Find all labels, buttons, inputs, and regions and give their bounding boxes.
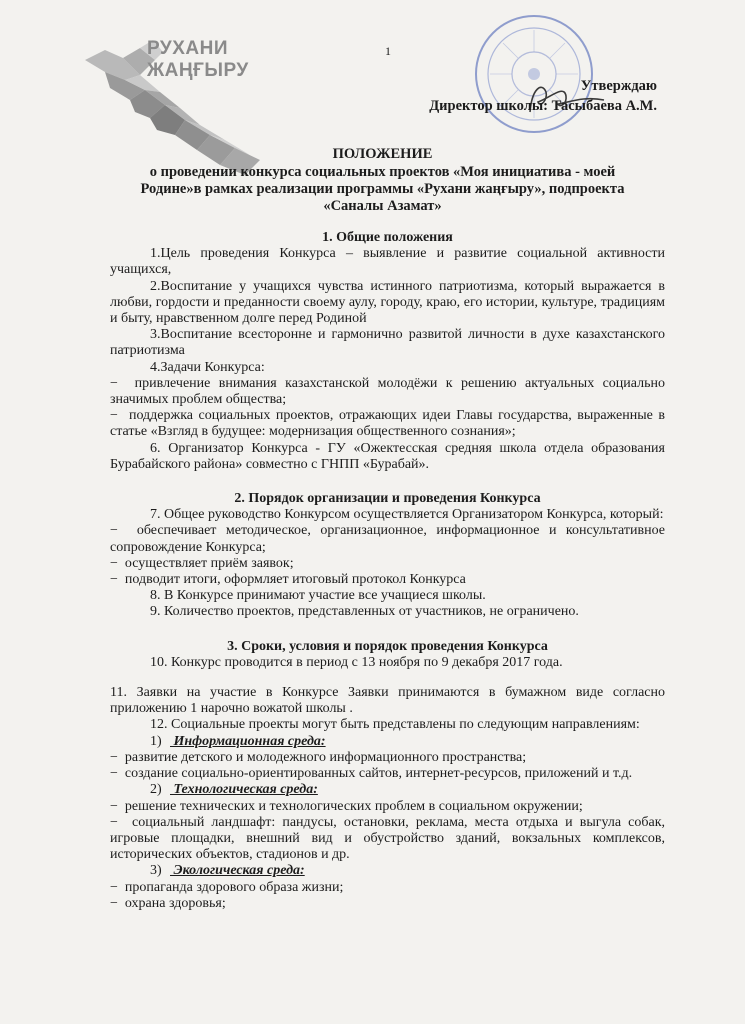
paragraph: 6. Организатор Конкурса - ГУ «Ожектесская средняя школа отдела образования Бурабайского района» совместно с ГНПП «Бурабай». [110,440,665,472]
logo-line-2: ЖАҢҒЫРУ [147,60,249,81]
section-3-heading: 3. Сроки, условия и порядок проведения Конкурса [227,638,548,654]
section-1-heading: 1. Общие положения [322,230,453,245]
logo-line-1: РУХАНИ [147,38,229,59]
title-line-2: Родине»в рамках реализации программы «Рухани жаңғыру», подпроекта [140,181,625,197]
direction-label: Технологическая среда: [173,782,318,798]
list-item: − пропаганда здорового образа жизни; [110,880,665,896]
approval-director: Директор школы: Тасыбаева А.М. [429,98,657,114]
title-line-1: о проведении конкурса социальных проектов «Моя инициатива - моей [149,164,616,180]
approval-label: Утверждаю [580,78,657,94]
paragraph: 12. Социальные проекты могут быть представлены по следующим направлениям: [150,717,640,733]
direction-label: Экологическая среда: [173,863,305,879]
document-title [90,146,675,215]
paragraph: 4.Задачи Конкурса: [150,359,265,375]
title-heading: ПОЛОЖЕНИЕ [332,146,433,162]
list-item: − осуществляет приём заявок; [110,556,665,572]
list-item: − социальный ландшафт: пандусы, остановки, реклама, места отдыха и выгула собак, игровые площадки, внешний вид и обустройство зданий, вокзальных комплексов, исторических объектов, стадионов и др. [110,815,665,864]
direction-heading [110,782,665,798]
list-item: − развитие детского и молодежного информационного пространства; [110,750,665,766]
title-line-3: «Саналы Азамат» [323,198,442,214]
direction-heading [110,863,665,879]
list-item: − подводит итоги, оформляет итоговый протокол Конкурса [110,572,665,588]
list-item: − поддержка социальных проектов, отражающих идеи Главы государства, выраженные в статье «Взгляд в будущее: модернизация общественного сознания»; [110,408,665,440]
list-item: − создание социально-ориентированных сайтов, интернет-ресурсов, приложений и т.д. [110,766,665,782]
paragraph: 9. Количество проектов, представленных от участников, не ограничено. [150,604,579,620]
paragraph: 1.Цель проведения Конкурса – выявление и развитие социальной активности учащихся, [110,246,665,278]
paragraph: 3.Воспитание всесторонне и гармонично развитой личности в духе казахстанского патриотизма [110,327,665,359]
section-2-heading: 2. Порядок организации и проведения Конкурса [234,491,541,507]
list-item: − привлечение внимания казахстанской молодёжи к решению актуальных социально значимых проблем общества; [110,376,665,408]
direction-heading [110,734,665,750]
paragraph: 7. Общее руководство Конкурсом осуществляется Организатором Конкурса, который: [150,507,664,523]
paragraph: 2.Воспитание у учащихся чувства истинного патриотизма, который выражается в любви, гордости и преданности своему аулу, городу, краю, его истории, культуре, традициям и быту, нравственном долге перед Родиной [110,278,665,327]
paragraph: 11. Заявки на участие в Конкурсе Заявки принимаются в бумажном виде согласно приложению 1 нарочно вожатой школы . [110,685,665,717]
list-item: − охрана здоровья; [110,896,665,912]
paragraph: 8. В Конкурсе принимают участие все учащиеся школы. [150,588,486,604]
document-body [110,230,665,912]
logo-wordmark [147,38,249,82]
list-item: − обеспечивает методическое, организационное, информационное и консультативное сопровождение Конкурса; [110,523,665,555]
direction-number: 3) [150,863,162,879]
list-item: − решение технических и технологических проблем в социальном окружении; [110,799,665,815]
direction-number: 2) [150,782,162,798]
direction-label: Информационная среда: [173,733,326,749]
page-number: 1 [385,44,391,58]
direction-number: 1) [150,733,162,749]
round-seal-stamp-icon [462,12,607,137]
approval-block [429,76,657,116]
paragraph: 10. Конкурс проводится в период с 13 ноября по 9 декабря 2017 года. [150,654,563,670]
